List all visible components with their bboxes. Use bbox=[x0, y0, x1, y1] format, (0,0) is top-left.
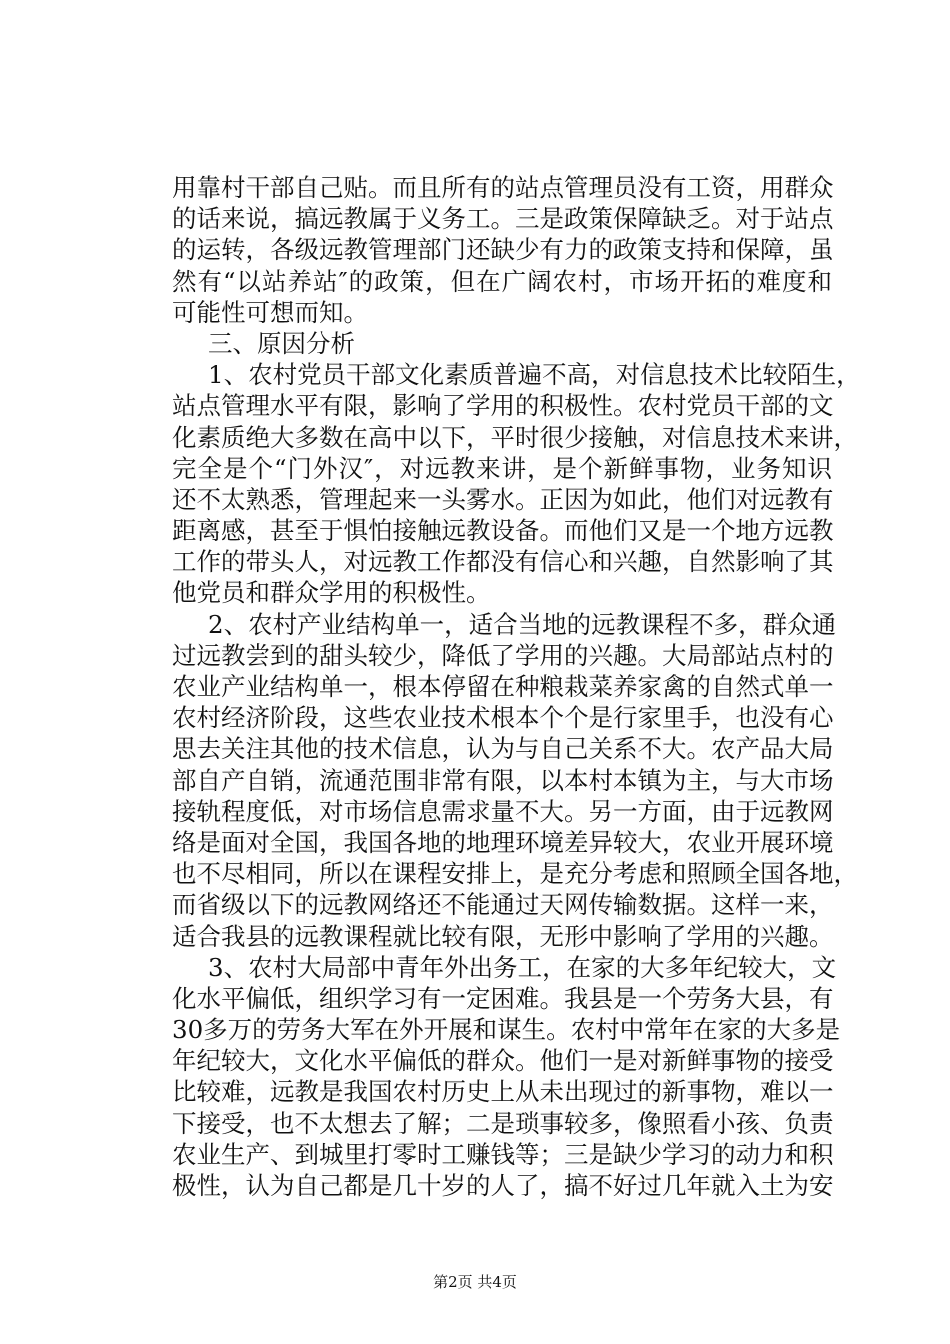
text-line: 部自产自销，流通范围非常有限，以本村本镇为主，与大市场 bbox=[172, 765, 834, 795]
text-line: 农村经济阶段，这些农业技术根本个个是行家里手，也没有心 bbox=[172, 703, 834, 733]
text-line: 也不尽相同，所以在课程安排上，是充分考虑和照顾全国各地， bbox=[172, 859, 858, 889]
document-body bbox=[172, 172, 861, 1201]
text-line: 接轨程度低，对市场信息需求量不大。另一方面，由于远教网 bbox=[172, 796, 834, 826]
text-line: 思去关注其他的技术信息，认为与自己关系不大。农产品大局 bbox=[172, 734, 834, 764]
text-line: 站点管理水平有限，影响了学用的积极性。农村党员干部的文 bbox=[172, 391, 834, 421]
text-line: 还不太熟悉，管理起来一头雾水。正因为如此，他们对远教有 bbox=[172, 484, 834, 514]
text-line: 农业产业结构单一，根本停留在种粮栽菜养家禽的自然式单一 bbox=[172, 672, 834, 701]
text-line: 适合我县的远教课程就比较有限，无形中影响了学用的兴趣。 bbox=[172, 921, 834, 951]
text-line: 工作的带头人，对远教工作都没有信心和兴趣，自然影响了其 bbox=[172, 547, 834, 577]
text-line: 络是面对全国，我国各地的地理环境差异较大，农业开展环境 bbox=[172, 827, 834, 857]
text-line: 三、原因分析 bbox=[208, 328, 355, 358]
text-line: 过远教尝到的甜头较少，降低了学用的兴趣。大局部站点村的 bbox=[172, 640, 834, 670]
text-line: 2、农村产业结构单一，适合当地的远教课程不多，群众通 bbox=[208, 609, 837, 639]
text-line: 化素质绝大多数在高中以下，平时很少接触，对信息技术来讲， bbox=[172, 422, 858, 452]
page-footer bbox=[0, 1271, 950, 1292]
text-line: 而省级以下的远教网络还不能通过天网传输数据。这样一来， bbox=[172, 890, 834, 920]
text-line: 可能性可想而知。 bbox=[172, 297, 368, 327]
text-line: 年纪较大，文化水平偏低的群众。他们一是对新鲜事物的接受 bbox=[172, 1046, 834, 1076]
text-line: 距离感，甚至于惧怕接触远教设备。而他们又是一个地方远教 bbox=[172, 516, 834, 546]
text-line: 化水平偏低，组织学习有一定困难。我县是一个劳务大县，有 bbox=[172, 983, 834, 1013]
text-line: 30多万的劳务大军在外开展和谋生。农村中常年在家的大多是 bbox=[172, 1015, 841, 1045]
text-line: 用靠村干部自己贴。而且所有的站点管理员没有工资，用群众 bbox=[172, 173, 834, 202]
text-line: 他党员和群众学用的积极性。 bbox=[172, 578, 491, 608]
text-line: 3、农村大局部中青年外出务工，在家的大多年纪较大，文 bbox=[208, 952, 837, 982]
page-number: 第2页 共4页 bbox=[433, 1273, 517, 1291]
text-line: 极性，认为自己都是几十岁的人了，搞不好过几年就入土为安 bbox=[172, 1171, 834, 1200]
text-line: 的话来说，搞远教属于义务工。三是政策保障缺乏。对于站点 bbox=[172, 204, 834, 234]
text-line: 的运转，各级远教管理部门还缺少有力的政策支持和保障，虽 bbox=[172, 235, 834, 265]
text-line: 完全是个“门外汉″，对远教来讲，是个新鲜事物，业务知识 bbox=[172, 453, 832, 483]
text-line: 1、农村党员干部文化素质普遍不高，对信息技术比较陌生， bbox=[208, 360, 861, 390]
text-line: 农业生产、到城里打零时工赚钱等；三是缺少学习的动力和积 bbox=[172, 1139, 834, 1169]
text-line: 下接受，也不太想去了解；二是琐事较多，像照看小孩、负责 bbox=[172, 1108, 834, 1138]
text-line: 比较难，远教是我国农村历史上从未出现过的新事物，难以一 bbox=[172, 1077, 834, 1107]
text-line: 然有“以站养站″的政策，但在广阔农村，市场开拓的难度和 bbox=[172, 266, 832, 296]
